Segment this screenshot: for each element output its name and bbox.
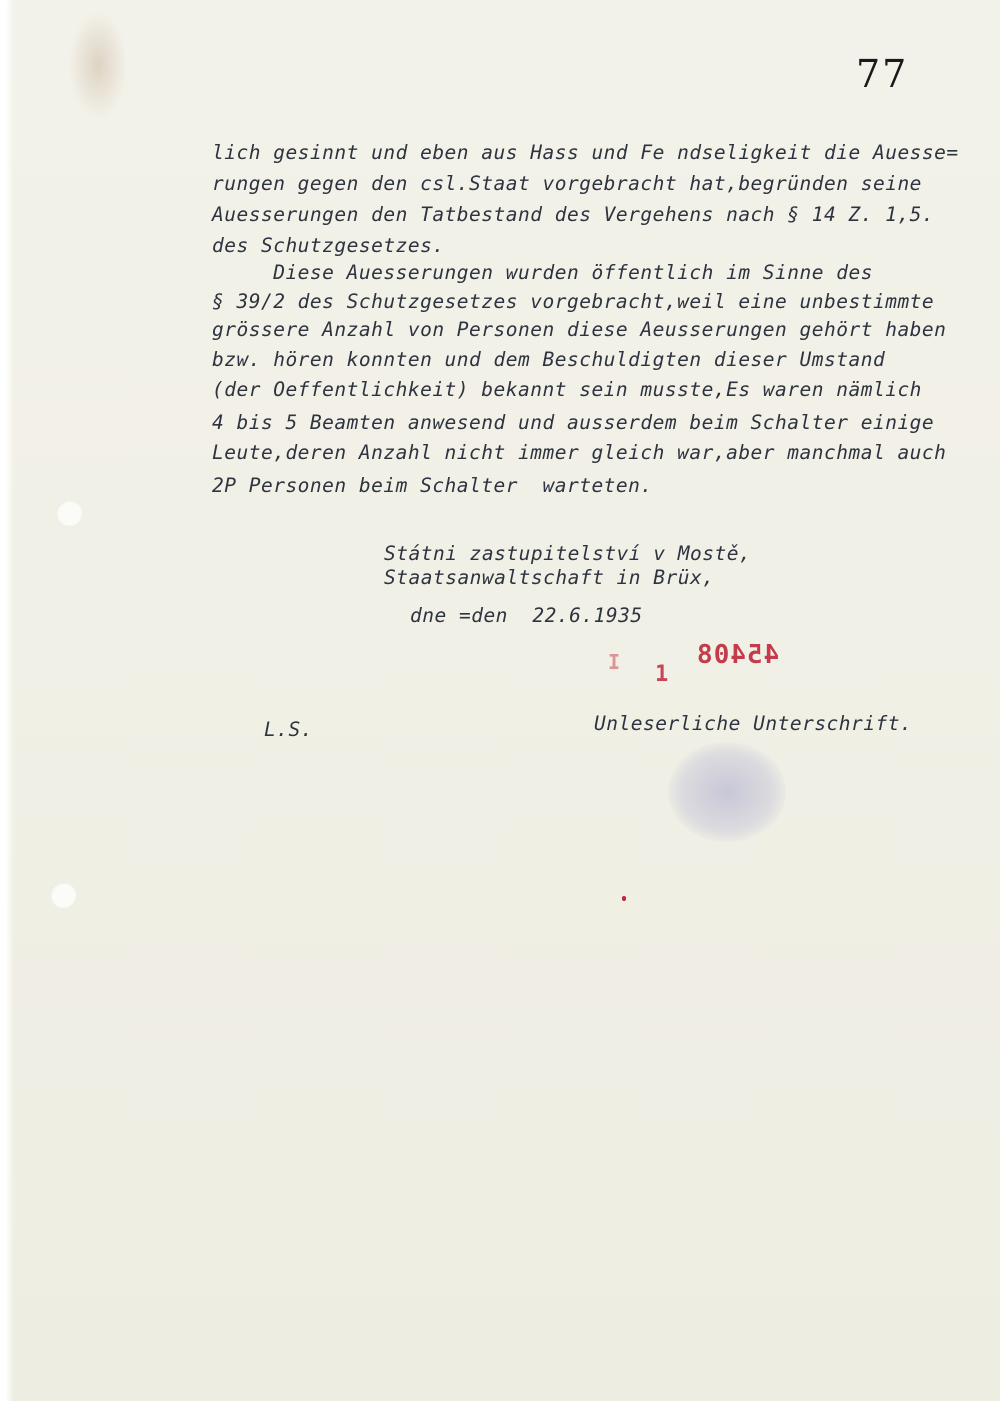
signature-note: Unleserliche Unterschrift.: [594, 712, 913, 735]
stamp-mark: 1: [655, 662, 669, 687]
body-line: grössere Anzahl von Personen diese Aeusserungen gehört haben: [212, 318, 947, 341]
body-line: bzw. hören konnten und dem Beschuldigten dieser Umstand: [212, 348, 886, 371]
body-line: rungen gegen den csl.Staat vorgebracht hat,begründen seine: [212, 172, 922, 195]
stamp-mark: I: [608, 650, 621, 674]
page-edge: [0, 0, 14, 1401]
body-line: Diese Auesserungen wurden öffentlich im Sinne des: [212, 261, 873, 284]
body-line: § 39/2 des Schutzgesetzes vorgebracht,weil eine unbestimmte: [212, 290, 935, 313]
red-stamp-number: 45408: [696, 640, 780, 670]
date-line: dne =den 22.6.1935: [410, 604, 643, 627]
body-line: 4 bis 5 Beamten anwesend und ausserdem beim Schalter einige: [212, 411, 935, 434]
body-line: des Schutzgesetzes.: [212, 234, 445, 257]
authority-name-german: Staatsanwaltschaft in Brüx,: [384, 566, 715, 589]
body-line: Leute,deren Anzahl nicht immer gleich war,aber manchmal auch: [212, 441, 947, 464]
authority-name-czech: Státni zastupitelství v Mostě,: [384, 542, 752, 565]
paper-stain: [68, 10, 128, 120]
official-seal-impression: [668, 742, 786, 842]
body-line: (der Oeffentlichkeit) bekannt sein musste,Es waren nämlich: [212, 378, 922, 401]
punch-hole: [56, 500, 82, 526]
punch-hole: [50, 882, 76, 908]
body-line: Auesserungen den Tatbestand des Vergehens nach § 14 Z. 1,5.: [212, 203, 935, 226]
page-number: 77: [856, 52, 909, 96]
body-line: 2P Personen beim Schalter warteten.: [212, 474, 653, 497]
seal-abbreviation: L.S.: [264, 718, 313, 741]
body-line: lich gesinnt und eben aus Hass und Fe ndseligkeit die Auesse=: [212, 141, 959, 164]
ink-dot: [622, 896, 626, 901]
